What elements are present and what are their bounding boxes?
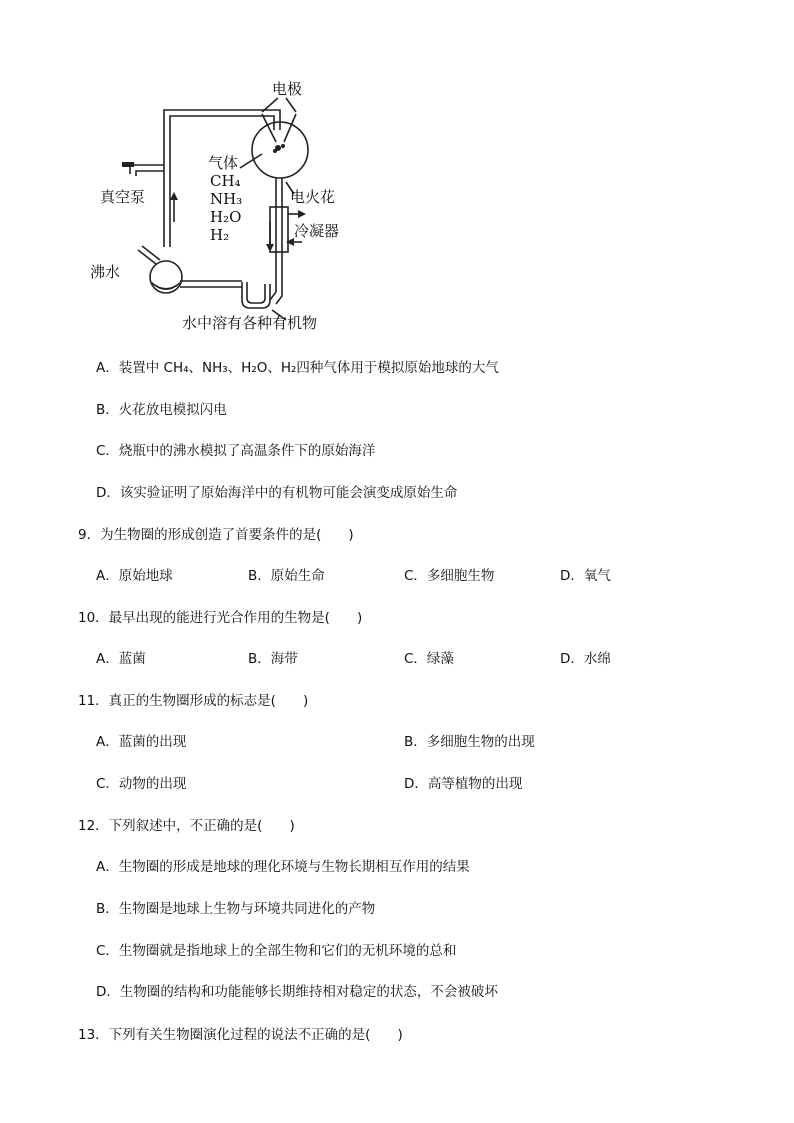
q12-option-a: A．生物圈的形成是地球的理化环境与生物长期相互作用的结果 [96, 859, 470, 875]
label-h2o: H₂O [210, 208, 242, 226]
q9-option-c: C．多细胞生物 [404, 568, 495, 584]
q11-stem: 11．真正的生物圈形成的标志是( ) [78, 693, 309, 709]
q9-option-a: A．原始地球 [96, 568, 173, 584]
label-condenser: 冷凝器 [294, 222, 340, 240]
label-vacuum-pump: 真空泵 [100, 188, 146, 206]
q9-option-d: D．氧气 [560, 568, 611, 584]
q8-option-c: C．烧瓶中的沸水模拟了高温条件下的原始海洋 [96, 443, 376, 459]
q8-option-d: D．该实验证明了原始海洋中的有机物可能会演变成原始生命 [96, 485, 458, 501]
q11-option-c: C．动物的出现 [96, 776, 187, 792]
q10-option-c: C．绿藻 [404, 651, 454, 667]
q13-stem: 13．下列有关生物圈演化过程的说法不正确的是( ) [78, 1027, 403, 1043]
label-h2: H₂ [210, 226, 230, 244]
label-nh3: NH₃ [210, 190, 243, 208]
q10-option-d: D．水绵 [560, 651, 611, 667]
q12-option-c: C．生物圈就是指地球上的全部生物和它们的无机环境的总和 [96, 943, 457, 959]
label-spark: 电火花 [290, 188, 336, 206]
q9-stem: 9．为生物圈的形成创造了首要条件的是( ) [78, 527, 354, 543]
q11-option-d: D．高等植物的出现 [404, 776, 523, 792]
label-electrode: 电极 [272, 80, 303, 98]
q11-option-a: A．蓝菌的出现 [96, 734, 187, 750]
miller-apparatus-diagram [90, 72, 370, 342]
q10-option-b: B．海带 [248, 651, 298, 667]
q12-option-d: D．生物圈的结构和功能能够长期维持相对稳定的状态，不会被破坏 [96, 984, 498, 1000]
label-ch4: CH₄ [210, 172, 241, 190]
q10-stem: 10．最早出现的能进行光合作用的生物是( ) [78, 610, 363, 626]
label-gas: 气体 [208, 154, 239, 172]
q12-stem: 12．下列叙述中，不正确的是( ) [78, 818, 295, 834]
label-boiling-water: 沸水 [90, 263, 121, 281]
q10-option-a: A．蓝菌 [96, 651, 146, 667]
q8-option-b: B．火花放电模拟闪电 [96, 402, 227, 418]
q9-option-b: B．原始生命 [248, 568, 325, 584]
q12-option-b: B．生物圈是地球上生物与环境共同进化的产物 [96, 901, 376, 917]
q8-option-a: A．装置中 CH₄、NH₃、H₂O、H₂四种气体用于模拟原始地球的大气 [96, 360, 499, 376]
q11-option-b: B．多细胞生物的出现 [404, 734, 535, 750]
label-organics: 水中溶有各种有机物 [182, 314, 318, 332]
